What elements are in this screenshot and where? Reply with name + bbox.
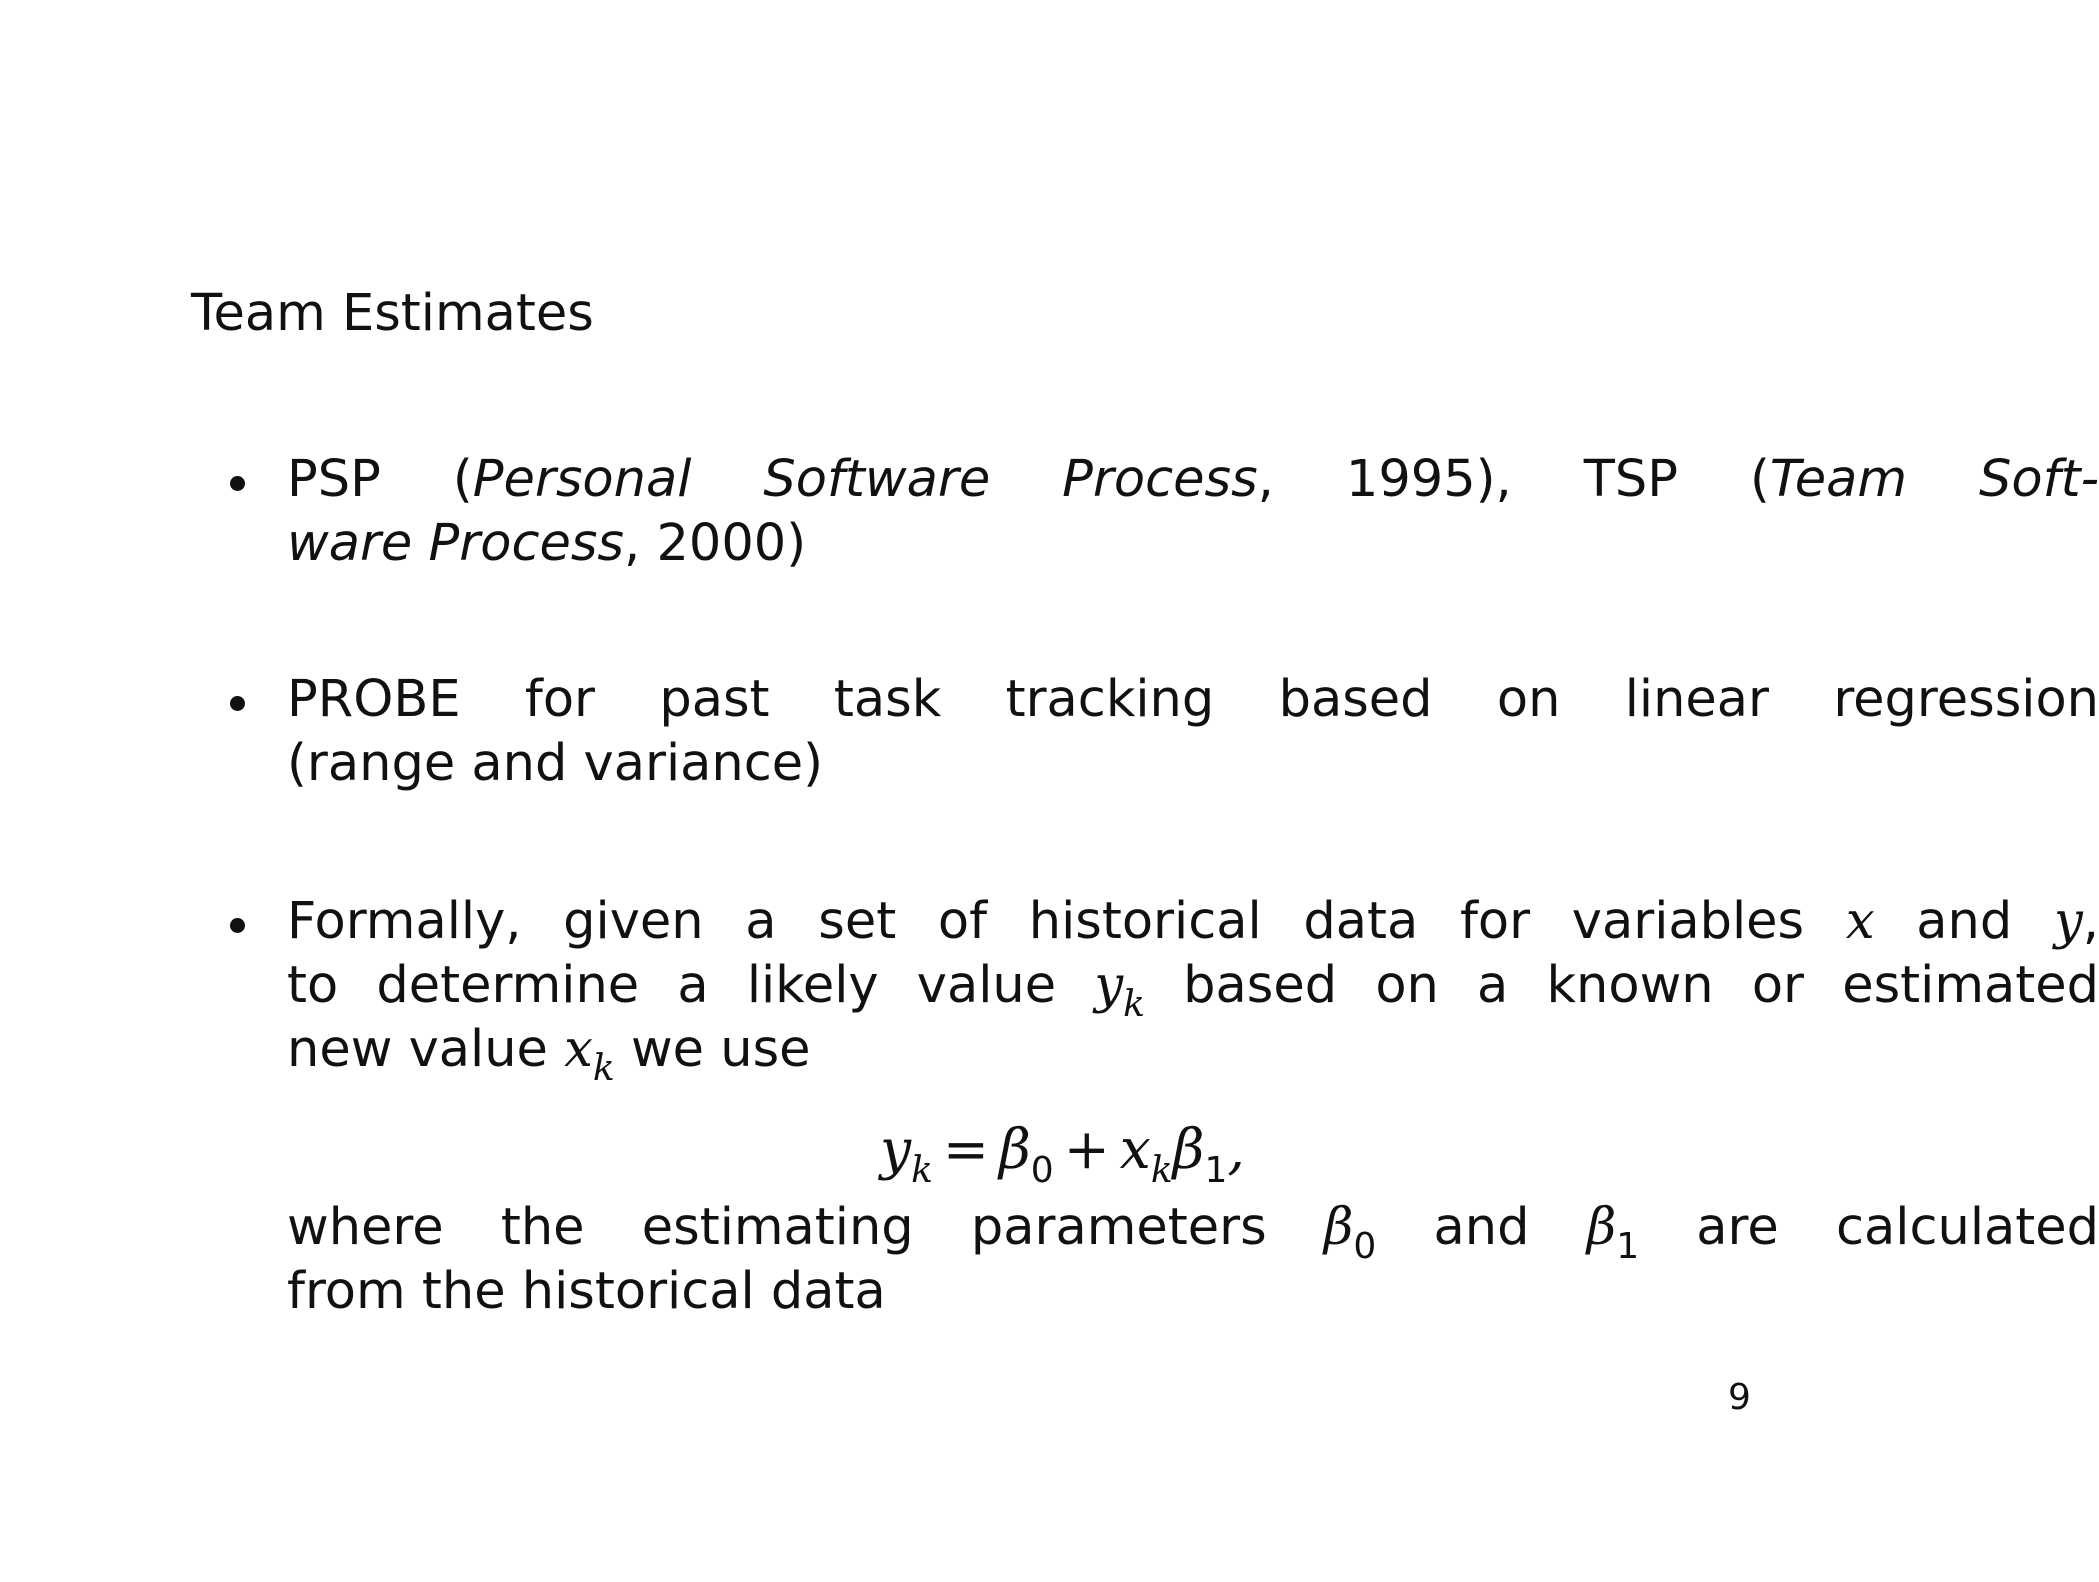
- bullet-line: [287, 448, 2099, 512]
- math-subscript: k: [1150, 1150, 1173, 1191]
- bullet-line: [287, 954, 2099, 1025]
- math-punctuation: ,: [1227, 1117, 1245, 1181]
- bullet-line: [287, 1196, 2099, 1267]
- bullet-line: from the historical data: [287, 1262, 886, 1321]
- text: and: [1874, 892, 2054, 951]
- math-var: y: [2053, 892, 2083, 951]
- math-subscript: k: [911, 1150, 933, 1191]
- text: to determine a likely value: [287, 956, 1095, 1015]
- math-var: x: [1119, 1117, 1151, 1181]
- math-subscript: 1: [1204, 1150, 1228, 1191]
- math-var: y: [1094, 956, 1124, 1015]
- math-operator: +: [1063, 1117, 1110, 1181]
- text: where the estimating parameters: [287, 1198, 1324, 1257]
- bullet-line: (range and variance): [287, 734, 824, 793]
- math-var: x: [564, 1020, 593, 1079]
- text: new value: [287, 1020, 565, 1079]
- math-var: β: [1323, 1198, 1354, 1257]
- bullet-line: [287, 512, 806, 576]
- emphasis: ware Process: [287, 514, 625, 573]
- text: and: [1376, 1198, 1587, 1257]
- bullet-line: [287, 890, 2099, 954]
- text: , 2000): [624, 514, 807, 573]
- page-number: 9: [1728, 1377, 1751, 1418]
- bullet-line: [287, 1018, 811, 1089]
- math-var: β: [999, 1117, 1031, 1181]
- math-var: β: [1586, 1198, 1617, 1257]
- text: are calculated: [1639, 1198, 2099, 1257]
- emphasis: Team Soft-: [1769, 450, 2099, 509]
- text: Formally, given a set of historical data for variables: [287, 892, 1846, 951]
- math-subscript: 0: [1353, 1226, 1377, 1267]
- bullet-dot: [230, 696, 245, 711]
- regression-equation: [880, 1117, 1245, 1191]
- text: we use: [614, 1020, 811, 1079]
- text: based on a known or estimated: [1144, 956, 2099, 1015]
- bullet-dot: [230, 918, 245, 933]
- bullet-dot: [230, 476, 245, 491]
- emphasis: Personal Software Process: [472, 450, 1258, 509]
- text: ,: [2082, 892, 2099, 951]
- bullet-line: PROBE for past task tracking based on linear regression: [287, 670, 2099, 729]
- math-var: β: [1172, 1117, 1205, 1181]
- text: , 1995), TSP (: [1257, 450, 1770, 509]
- math-operator: =: [942, 1117, 989, 1181]
- math-subscript: 0: [1030, 1150, 1054, 1191]
- math-subscript: 1: [1616, 1226, 1640, 1267]
- math-var: x: [1845, 892, 1875, 951]
- text: PSP (: [287, 450, 473, 509]
- math-var: y: [880, 1117, 912, 1181]
- math-subscript: k: [592, 1048, 615, 1089]
- math-subscript: k: [1123, 984, 1145, 1025]
- slide-title: Team Estimates: [191, 284, 594, 343]
